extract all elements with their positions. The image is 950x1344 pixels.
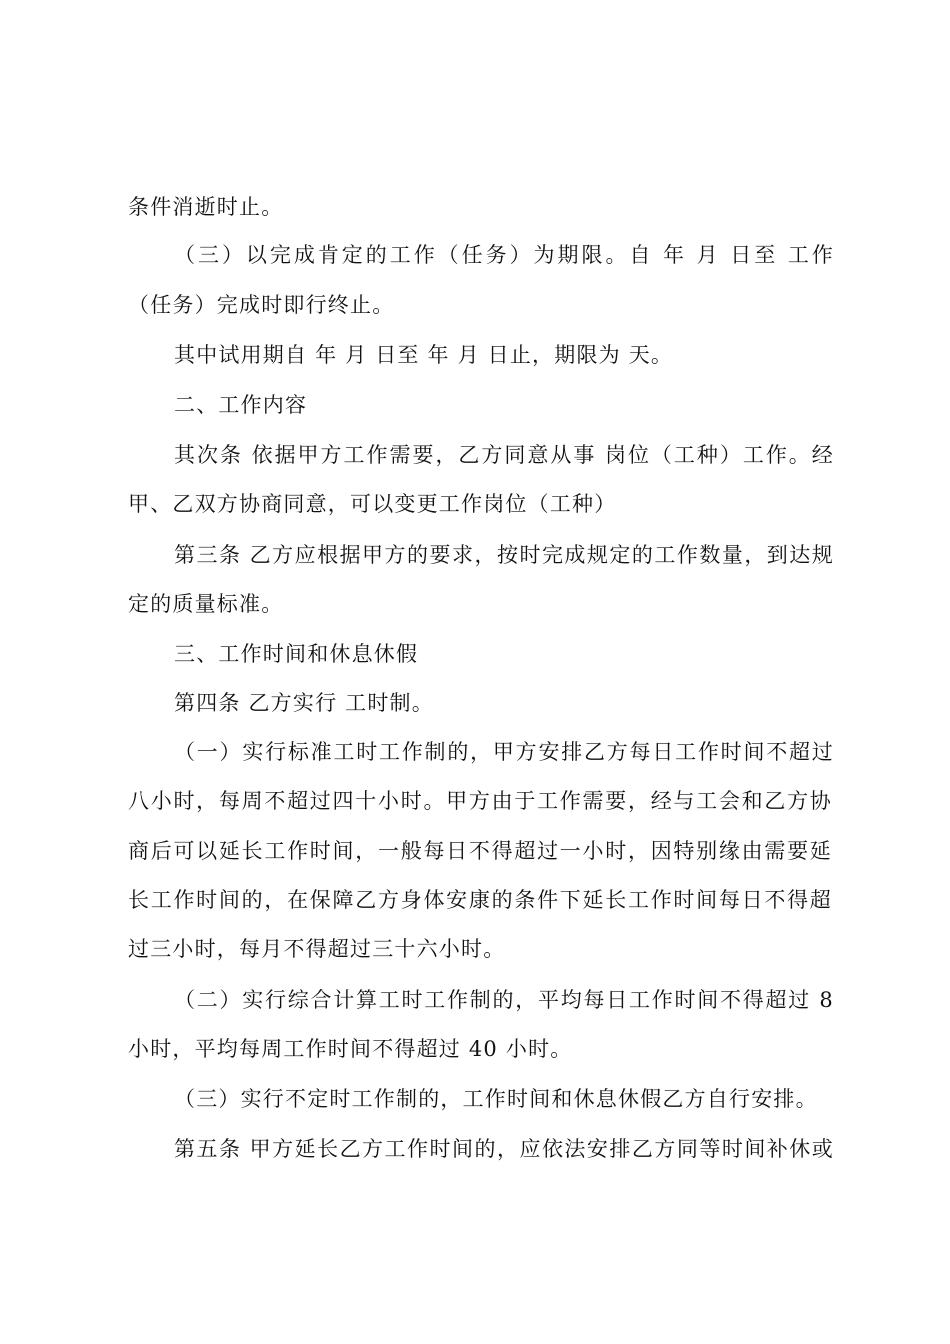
paragraph-line: （二）实行综合计算工时工作制的，平均每日工作时间不得超过 8 [174,988,834,1012]
paragraph-line: 过三小时，每月不得超过三十六小时。 [128,937,506,961]
paragraph-line: （一）实行标准工时工作制的，甲方安排乙方每日工作时间不超过 [174,740,834,764]
paragraph-line: （任务）完成时即行终止。 [128,293,395,317]
paragraph-line: 其中试用期自 年 月 日至 年 月 日止，期限为 天。 [174,343,674,367]
paragraph-line: 第四条 乙方实行 工时制。 [174,691,434,715]
section-heading: 三、工作时间和休息休假 [174,642,419,666]
paragraph-line: 商后可以延长工作时间，一般每日不得超过一小时，因特别缘由需要延 [128,839,832,863]
paragraph-line: （三）实行不定时工作制的，工作时间和休息休假乙方自行安排。 [174,1087,818,1111]
paragraph-line: 小时，平均每周工作时间不得超过 40 小时。 [128,1037,573,1061]
paragraph-line: 甲、乙双方协商同意，可以变更工作岗位（工种） [128,492,617,516]
paragraph-line: 第三条 乙方应根据甲方的要求，按时完成规定的工作数量，到达规 [174,543,834,567]
paragraph-line: 条件消逝时止。 [128,195,284,219]
paragraph-line: 定的质量标准。 [128,592,284,616]
paragraph-line: 其次条 依据甲方工作需要，乙方同意从事 岗位（工种）工作。经 [174,443,834,467]
paragraph-line: 第五条 甲方延长乙方工作时间的，应依法安排乙方同等时间补休或 [174,1137,834,1161]
paragraph-line: 八小时，每周不超过四十小时。甲方由于工作需要，经与工会和乙方协 [128,789,832,813]
paragraph-line: 长工作时间的，在保障乙方身体安康的条件下延长工作时间每日不得超 [128,888,832,912]
paragraph-line: （三）以完成肯定的工作（任务）为期限。自 年 月 日至 工作 [174,243,834,267]
section-heading: 二、工作内容 [174,393,308,417]
